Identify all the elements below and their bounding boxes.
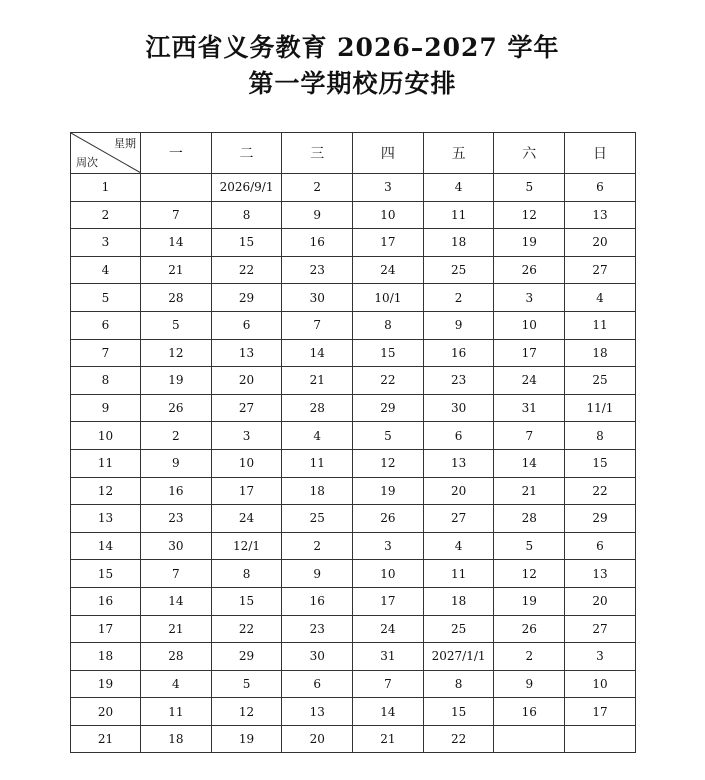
date-cell: 2 bbox=[141, 422, 212, 450]
table-row bbox=[71, 311, 636, 339]
date-cell: 20 bbox=[423, 477, 494, 505]
calendar-body bbox=[71, 174, 636, 753]
date-cell: 16 bbox=[282, 229, 353, 257]
date-cell: 8 bbox=[565, 422, 636, 450]
date-cell: 7 bbox=[494, 422, 565, 450]
week-number-cell: 1 bbox=[71, 174, 141, 202]
date-cell: 23 bbox=[282, 615, 353, 643]
date-cell: 23 bbox=[141, 505, 212, 533]
date-cell: 16 bbox=[423, 339, 494, 367]
date-cell: 16 bbox=[141, 477, 212, 505]
date-cell: 2027/1/1 bbox=[423, 643, 494, 671]
date-cell: 30 bbox=[282, 643, 353, 671]
table-row bbox=[71, 367, 636, 395]
date-cell: 13 bbox=[565, 201, 636, 229]
date-cell: 3 bbox=[353, 532, 424, 560]
date-cell: 7 bbox=[141, 201, 212, 229]
date-cell: 27 bbox=[423, 505, 494, 533]
date-cell: 27 bbox=[565, 256, 636, 284]
date-cell: 22 bbox=[211, 615, 282, 643]
date-cell: 2 bbox=[423, 284, 494, 312]
date-cell: 4 bbox=[565, 284, 636, 312]
week-number-cell: 3 bbox=[71, 229, 141, 257]
date-cell: 14 bbox=[141, 587, 212, 615]
header-row bbox=[71, 133, 636, 174]
date-cell: 16 bbox=[494, 698, 565, 726]
table-row bbox=[71, 643, 636, 671]
date-cell: 3 bbox=[353, 174, 424, 202]
date-cell bbox=[494, 725, 565, 753]
date-cell: 10/1 bbox=[353, 284, 424, 312]
week-number-cell: 2 bbox=[71, 201, 141, 229]
date-cell: 11 bbox=[141, 698, 212, 726]
table-row bbox=[71, 698, 636, 726]
table-row bbox=[71, 394, 636, 422]
date-cell: 24 bbox=[353, 256, 424, 284]
date-cell: 23 bbox=[423, 367, 494, 395]
week-number-cell: 20 bbox=[71, 698, 141, 726]
date-cell: 28 bbox=[141, 284, 212, 312]
date-cell: 29 bbox=[211, 643, 282, 671]
table-row bbox=[71, 615, 636, 643]
date-cell: 28 bbox=[141, 643, 212, 671]
date-cell: 15 bbox=[211, 587, 282, 615]
date-cell: 10 bbox=[494, 311, 565, 339]
date-cell: 19 bbox=[494, 229, 565, 257]
date-cell: 15 bbox=[353, 339, 424, 367]
date-cell: 14 bbox=[282, 339, 353, 367]
date-cell: 7 bbox=[353, 670, 424, 698]
weekday-header-wed: 三 bbox=[282, 133, 353, 174]
page-title: 江西省义务教育 2026–2027 学年 bbox=[145, 33, 560, 62]
date-cell: 4 bbox=[141, 670, 212, 698]
date-cell: 17 bbox=[353, 229, 424, 257]
date-cell: 13 bbox=[423, 449, 494, 477]
table-row bbox=[71, 532, 636, 560]
week-number-cell: 18 bbox=[71, 643, 141, 671]
weekday-header-sun: 日 bbox=[565, 133, 636, 174]
date-cell: 15 bbox=[423, 698, 494, 726]
date-cell: 15 bbox=[565, 449, 636, 477]
date-cell: 19 bbox=[141, 367, 212, 395]
date-cell: 18 bbox=[423, 229, 494, 257]
date-cell: 5 bbox=[141, 311, 212, 339]
date-cell: 2 bbox=[494, 643, 565, 671]
calendar-table bbox=[70, 132, 636, 753]
date-cell: 21 bbox=[353, 725, 424, 753]
page-subtitle: 第一学期校历安排 bbox=[248, 69, 457, 98]
date-cell: 13 bbox=[282, 698, 353, 726]
date-cell: 6 bbox=[211, 311, 282, 339]
date-cell: 11 bbox=[423, 560, 494, 588]
date-cell: 8 bbox=[423, 670, 494, 698]
week-number-cell: 8 bbox=[71, 367, 141, 395]
date-cell: 22 bbox=[565, 477, 636, 505]
date-cell: 20 bbox=[565, 587, 636, 615]
date-cell: 17 bbox=[353, 587, 424, 615]
date-cell: 16 bbox=[282, 587, 353, 615]
date-cell: 17 bbox=[211, 477, 282, 505]
table-row bbox=[71, 201, 636, 229]
date-cell: 27 bbox=[211, 394, 282, 422]
date-cell: 6 bbox=[565, 532, 636, 560]
table-row bbox=[71, 422, 636, 450]
date-cell: 27 bbox=[565, 615, 636, 643]
weekday-header-mon: 一 bbox=[141, 133, 212, 174]
week-number-cell: 6 bbox=[71, 311, 141, 339]
weekday-header-thu: 四 bbox=[353, 133, 424, 174]
date-cell: 19 bbox=[211, 725, 282, 753]
date-cell: 13 bbox=[211, 339, 282, 367]
date-cell: 12 bbox=[211, 698, 282, 726]
date-cell: 29 bbox=[211, 284, 282, 312]
date-cell: 14 bbox=[141, 229, 212, 257]
date-cell: 29 bbox=[353, 394, 424, 422]
date-cell: 5 bbox=[494, 532, 565, 560]
table-row bbox=[71, 256, 636, 284]
date-cell: 12/1 bbox=[211, 532, 282, 560]
date-cell: 4 bbox=[282, 422, 353, 450]
date-cell: 6 bbox=[423, 422, 494, 450]
week-number-cell: 16 bbox=[71, 587, 141, 615]
table-row bbox=[71, 505, 636, 533]
date-cell: 6 bbox=[565, 174, 636, 202]
date-cell: 12 bbox=[141, 339, 212, 367]
date-cell: 9 bbox=[423, 311, 494, 339]
table-row bbox=[71, 229, 636, 257]
date-cell: 20 bbox=[211, 367, 282, 395]
date-cell: 25 bbox=[282, 505, 353, 533]
date-cell: 24 bbox=[353, 615, 424, 643]
date-cell: 18 bbox=[423, 587, 494, 615]
date-cell: 31 bbox=[494, 394, 565, 422]
week-number-cell: 11 bbox=[71, 449, 141, 477]
table-row bbox=[71, 670, 636, 698]
date-cell: 18 bbox=[282, 477, 353, 505]
date-cell: 2 bbox=[282, 532, 353, 560]
week-number-cell: 13 bbox=[71, 505, 141, 533]
week-number-cell: 10 bbox=[71, 422, 141, 450]
date-cell: 19 bbox=[353, 477, 424, 505]
date-cell: 21 bbox=[141, 615, 212, 643]
date-cell: 8 bbox=[211, 201, 282, 229]
date-cell: 3 bbox=[494, 284, 565, 312]
table-row bbox=[71, 587, 636, 615]
date-cell: 9 bbox=[494, 670, 565, 698]
date-cell: 12 bbox=[494, 560, 565, 588]
date-cell: 30 bbox=[423, 394, 494, 422]
date-cell: 5 bbox=[494, 174, 565, 202]
date-cell: 26 bbox=[353, 505, 424, 533]
date-cell: 7 bbox=[282, 311, 353, 339]
week-number-cell: 14 bbox=[71, 532, 141, 560]
date-cell: 10 bbox=[353, 560, 424, 588]
date-cell: 11 bbox=[565, 311, 636, 339]
date-cell: 10 bbox=[211, 449, 282, 477]
table-row bbox=[71, 725, 636, 753]
date-cell: 17 bbox=[494, 339, 565, 367]
date-cell: 7 bbox=[141, 560, 212, 588]
date-cell: 24 bbox=[494, 367, 565, 395]
date-cell: 22 bbox=[211, 256, 282, 284]
date-cell: 26 bbox=[494, 256, 565, 284]
date-cell: 11/1 bbox=[565, 394, 636, 422]
date-cell bbox=[141, 174, 212, 202]
date-cell: 3 bbox=[211, 422, 282, 450]
date-cell: 9 bbox=[282, 201, 353, 229]
date-cell: 3 bbox=[565, 643, 636, 671]
date-cell: 20 bbox=[565, 229, 636, 257]
date-cell: 9 bbox=[141, 449, 212, 477]
corner-header-cell bbox=[71, 133, 141, 174]
date-cell: 18 bbox=[141, 725, 212, 753]
date-cell: 26 bbox=[141, 394, 212, 422]
date-cell: 21 bbox=[494, 477, 565, 505]
date-cell: 30 bbox=[282, 284, 353, 312]
date-cell: 5 bbox=[353, 422, 424, 450]
date-cell: 21 bbox=[141, 256, 212, 284]
week-number-cell: 19 bbox=[71, 670, 141, 698]
date-cell: 10 bbox=[565, 670, 636, 698]
date-cell: 28 bbox=[282, 394, 353, 422]
date-cell: 26 bbox=[494, 615, 565, 643]
date-cell: 25 bbox=[565, 367, 636, 395]
date-cell: 4 bbox=[423, 532, 494, 560]
table-row bbox=[71, 477, 636, 505]
week-number-cell: 12 bbox=[71, 477, 141, 505]
week-number-cell: 9 bbox=[71, 394, 141, 422]
date-cell: 6 bbox=[282, 670, 353, 698]
table-row bbox=[71, 174, 636, 202]
week-number-cell: 5 bbox=[71, 284, 141, 312]
date-cell: 28 bbox=[494, 505, 565, 533]
date-cell: 5 bbox=[211, 670, 282, 698]
table-row bbox=[71, 560, 636, 588]
week-number-cell: 17 bbox=[71, 615, 141, 643]
date-cell: 10 bbox=[353, 201, 424, 229]
date-cell: 20 bbox=[282, 725, 353, 753]
week-number-cell: 15 bbox=[71, 560, 141, 588]
date-cell: 24 bbox=[211, 505, 282, 533]
date-cell: 15 bbox=[211, 229, 282, 257]
week-number-cell: 21 bbox=[71, 725, 141, 753]
date-cell: 22 bbox=[423, 725, 494, 753]
date-cell: 8 bbox=[211, 560, 282, 588]
date-cell: 25 bbox=[423, 615, 494, 643]
weekday-header-fri: 五 bbox=[423, 133, 494, 174]
date-cell: 2026/9/1 bbox=[211, 174, 282, 202]
date-cell: 11 bbox=[282, 449, 353, 477]
table-row bbox=[71, 284, 636, 312]
date-cell: 29 bbox=[565, 505, 636, 533]
date-cell bbox=[565, 725, 636, 753]
weekday-header-tue: 二 bbox=[211, 133, 282, 174]
weekday-header-sat: 六 bbox=[494, 133, 565, 174]
date-cell: 21 bbox=[282, 367, 353, 395]
table-row bbox=[71, 449, 636, 477]
date-cell: 30 bbox=[141, 532, 212, 560]
date-cell: 14 bbox=[353, 698, 424, 726]
date-cell: 2 bbox=[282, 174, 353, 202]
date-cell: 11 bbox=[423, 201, 494, 229]
date-cell: 19 bbox=[494, 587, 565, 615]
week-axis-label: 周次 bbox=[76, 156, 98, 169]
date-cell: 23 bbox=[282, 256, 353, 284]
table-row bbox=[71, 339, 636, 367]
date-cell: 12 bbox=[494, 201, 565, 229]
date-cell: 25 bbox=[423, 256, 494, 284]
week-number-cell: 4 bbox=[71, 256, 141, 284]
weekday-axis-label: 星期 bbox=[114, 137, 136, 150]
date-cell: 14 bbox=[494, 449, 565, 477]
date-cell: 12 bbox=[353, 449, 424, 477]
week-number-cell: 7 bbox=[71, 339, 141, 367]
date-cell: 8 bbox=[353, 311, 424, 339]
date-cell: 18 bbox=[565, 339, 636, 367]
date-cell: 9 bbox=[282, 560, 353, 588]
date-cell: 31 bbox=[353, 643, 424, 671]
date-cell: 17 bbox=[565, 698, 636, 726]
date-cell: 22 bbox=[353, 367, 424, 395]
date-cell: 4 bbox=[423, 174, 494, 202]
date-cell: 13 bbox=[565, 560, 636, 588]
